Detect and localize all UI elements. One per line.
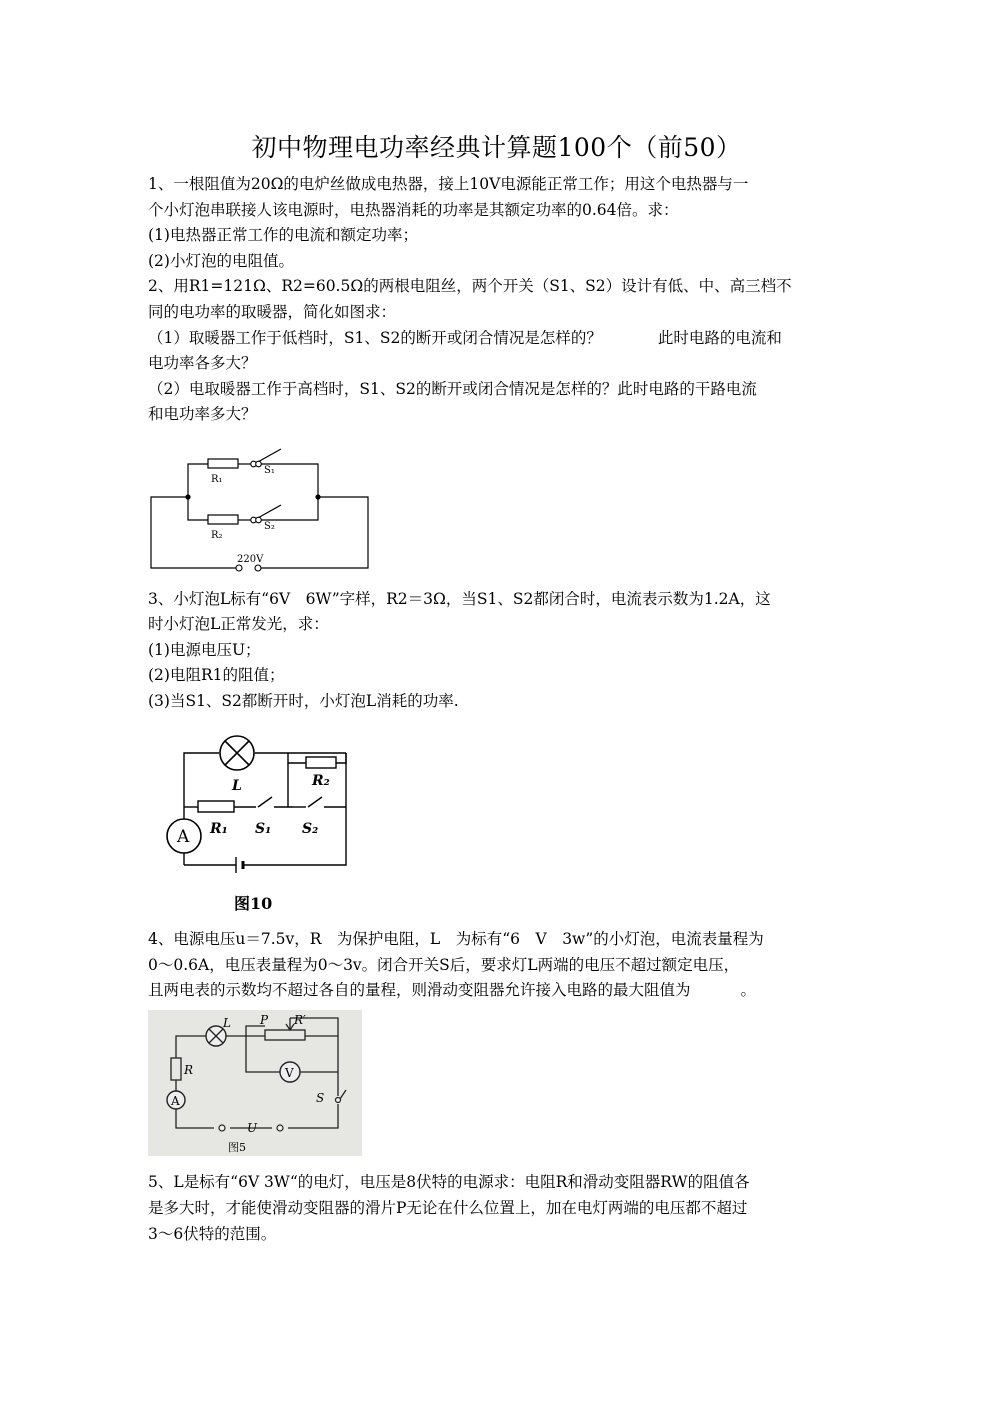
- figure-caption: 图10: [234, 893, 273, 913]
- label-r: R: [184, 1062, 194, 1077]
- terminal-left: [236, 565, 242, 571]
- label-l: L: [232, 777, 242, 794]
- switch-s2-contact: [256, 517, 262, 523]
- label-l: L: [223, 1015, 231, 1030]
- question-4-blank-end: 。: [740, 981, 757, 1000]
- question-3-sub-1: (1)电源电压U；: [148, 640, 261, 659]
- label-ammeter: A: [171, 1093, 180, 1108]
- question-1-line-1: 1、一根阻值为20Ω的电炉丝做成电热器，接上10V电源能正常工作；用这个电热器与一: [148, 175, 749, 193]
- question-4-line-2: 0～0.6A，电压表量程为0～3v。闭合开关S后，要求灯L两端的电压不超过额定电压，: [148, 955, 740, 974]
- label-s: S: [316, 1090, 325, 1105]
- question-2: [148, 274, 848, 586]
- circuit-diagram-q3: [148, 735, 848, 926]
- question-1-sub-1: (1)电热器正常工作的电流和额定功率；: [148, 226, 418, 245]
- label-ammeter: A: [177, 826, 190, 847]
- label-r-prime: R′: [294, 1012, 306, 1027]
- question-1-sub-2: (2)小灯泡的电阻值。: [148, 251, 294, 270]
- question-3-line-2: 时小灯泡L正常发光，求：: [148, 615, 329, 634]
- circuit-q4-svg: [148, 1010, 362, 1156]
- question-2-line-1: 2、用R1=121Ω、R2=60.5Ω的两根电阻丝，两个开关（S1、S2）设计有低、中、高三档不: [148, 277, 792, 296]
- page-title: 初中物理电功率经典计算题100个（前50）: [251, 133, 742, 162]
- question-4-line-1: 4、电源电压u＝7.5v，R 为保护电阻，L 为标有“6 V 3w”的小灯泡，电流表量程为: [148, 930, 764, 949]
- question-2-line-2: 同的电功率的取暖器，简化如图求：: [148, 302, 397, 321]
- question-2-sub-2-cont: 和电功率多大？: [148, 405, 257, 424]
- label-u: U: [247, 1120, 258, 1135]
- figure-caption: 图5: [228, 1140, 246, 1154]
- question-2-sub-1: [148, 326, 848, 352]
- junction-right: [315, 494, 320, 499]
- document-body: [148, 172, 848, 1247]
- question-5: [148, 1170, 848, 1247]
- question-2-sub-2: （2）电取暖器工作于高档时，S1、S2的断开或闭合情况是怎样的？此时电路的干路电流: [148, 379, 757, 398]
- junction-left: [185, 494, 190, 499]
- question-2-sub-1-part-b: 此时电路的电流和: [657, 328, 782, 347]
- question-5-line-3: 3～6伏特的范围。: [148, 1224, 277, 1243]
- terminal-right: [277, 1125, 283, 1131]
- question-3: [148, 587, 848, 926]
- label-s1: S₁: [255, 820, 272, 837]
- label-r2: R₂: [211, 529, 223, 541]
- label-s2: S₂: [264, 520, 275, 532]
- label-s2: S₂: [302, 820, 319, 837]
- label-voltmeter: V: [285, 1065, 294, 1080]
- label-r2: R₂: [312, 772, 330, 789]
- label-r1: R₁: [210, 820, 228, 837]
- question-2-sub-1-part-a: （1）取暖器工作于低档时，S1、S2的断开或闭合情况是怎样的？: [148, 328, 602, 347]
- circuit-diagram-q4: [148, 1010, 848, 1165]
- label-s1: S₁: [264, 464, 275, 476]
- label-p: P: [260, 1012, 269, 1027]
- question-5-line-1: 5、L是标有“6V 3W“的电灯，电压是8伏特的电源求：电阻R和滑动变阻器RW的阻值各: [148, 1173, 750, 1192]
- circuit-q3-svg: [148, 735, 388, 917]
- question-1-line-2: 个小灯泡串联接人该电源时，电热器消耗的功率是其额定功率的0.64倍。求：: [148, 200, 679, 219]
- label-voltage: 220V: [237, 553, 264, 565]
- question-3-sub-3: (3)当S1、S2都断开时，小灯泡L消耗的功率.: [148, 691, 459, 710]
- question-4: [148, 927, 848, 1164]
- question-3-line-1: 3、小灯泡L标有“6V 6W”字样，R2＝3Ω，当S1、S2都闭合时，电流表示数为1.2A，这: [148, 589, 771, 608]
- circuit-q2-svg: [148, 428, 388, 578]
- question-4-line-3: [148, 978, 848, 1004]
- question-3-sub-2: (2)电阻R1的阻值；: [148, 666, 285, 685]
- switch-s1-contact: [256, 461, 262, 467]
- question-2-sub-1-cont: 电功率各多大？: [148, 354, 257, 373]
- circuit-diagram-q2: [148, 428, 848, 587]
- terminal-right: [255, 565, 261, 571]
- label-r1: R₁: [211, 473, 223, 485]
- question-4-line-3-text: 且两电表的示数均不超过各自的量程，则滑动变阻器允许接入电路的最大阻值为: [148, 981, 691, 1000]
- question-5-line-2: 是多大时，才能使滑动变阻器的滑片P无论在什么位置上，加在电灯两端的电压都不超过: [148, 1199, 748, 1218]
- terminal-left: [219, 1125, 225, 1131]
- question-1: [148, 172, 848, 274]
